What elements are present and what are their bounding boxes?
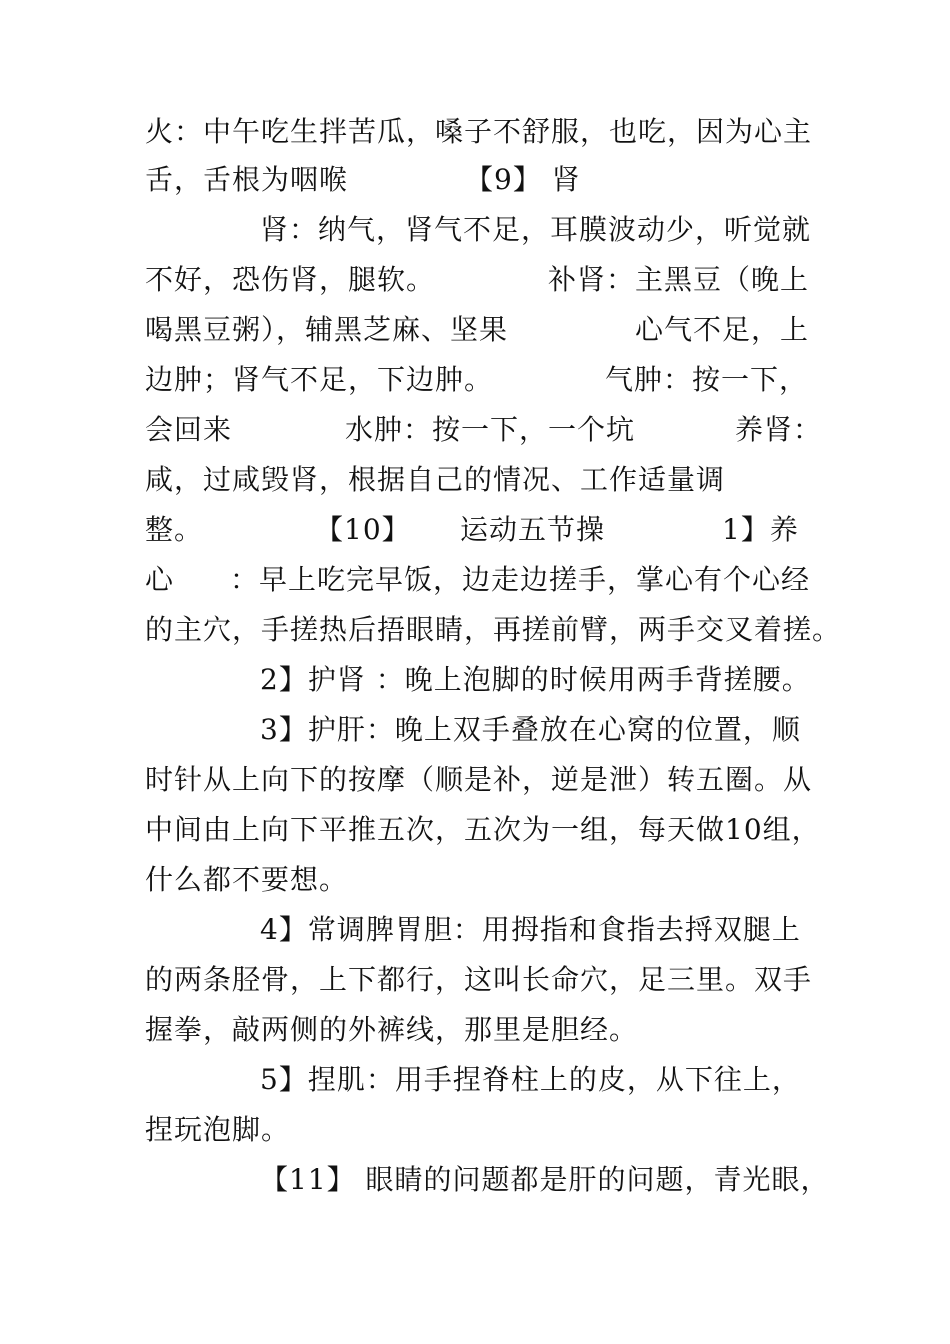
text-line: 舌，舌根为咽喉 [145,163,349,196]
section-heading: 【10】 [315,513,411,546]
text-line: 水肿：按一下，一个坑 [345,413,636,446]
text-line: 整。 [145,513,204,546]
text-line: 喝黑豆粥），辅黑芝麻、坚果 [145,313,509,346]
text-line: ：早上吃完早饭，边走边搓手，掌心有个心经 [230,563,811,596]
text-line: 肾：纳气，肾气不足，耳膜波动少，听觉就 [260,213,812,246]
text-line: 火：中午吃生拌苦瓜，嗓子不舒服，也吃，因为心主 [145,115,813,148]
text-line: 会回来 [145,413,233,446]
text-line: 补肾：主黑豆（晚上 [548,263,810,296]
section-heading: 【9】 肾 [465,163,581,196]
text-line: 2】护肾 ：晚上泡脚的时候用两手背搓腰。 [260,663,811,696]
text-line: 的两条胫骨，上下都行，这叫长命穴，足三里。双手 [145,963,813,996]
text-line: 气肿：按一下， [605,363,809,396]
text-line: 养肾： [735,413,823,446]
text-line: 不好，恐伤肾，腿软。 [145,263,436,296]
text-line: 运动五节操 [460,513,606,546]
text-line: 边肿；肾气不足，下边肿。 [145,363,494,396]
text-line: 什么都不要想。 [145,863,349,896]
text-line: 中间由上向下平推五次，五次为一组，每天做10组， [145,813,821,846]
text-line: 心 [145,563,175,596]
text-line: 握拳，敲两侧的外裤线，那里是胆经。 [145,1013,639,1046]
text-line: 4】常调脾胃胆：用拇指和食指去捋双腿上 [260,913,801,946]
text-line: 5】捏肌：用手捏脊柱上的皮，从下往上， [260,1063,801,1096]
text-line: 心气不足，上 [635,313,810,346]
text-line: 【11】 眼睛的问题都是肝的问题，青光眼， [260,1163,830,1196]
text-line: 时针从上向下的按摩（顺是补，逆是泄）转五圈。从 [145,763,813,796]
text-line: 的主穴，手搓热后捂眼睛，再搓前臂，两手交叉着搓。 [145,613,842,646]
text-line: 捏玩泡脚。 [145,1113,291,1146]
text-line: 3】护肝：晚上双手叠放在心窝的位置，顺 [260,713,801,746]
text-line: 1】养 [722,513,799,546]
text-line: 咸，过咸毁肾，根据自己的情况、工作适量调 [145,463,726,496]
